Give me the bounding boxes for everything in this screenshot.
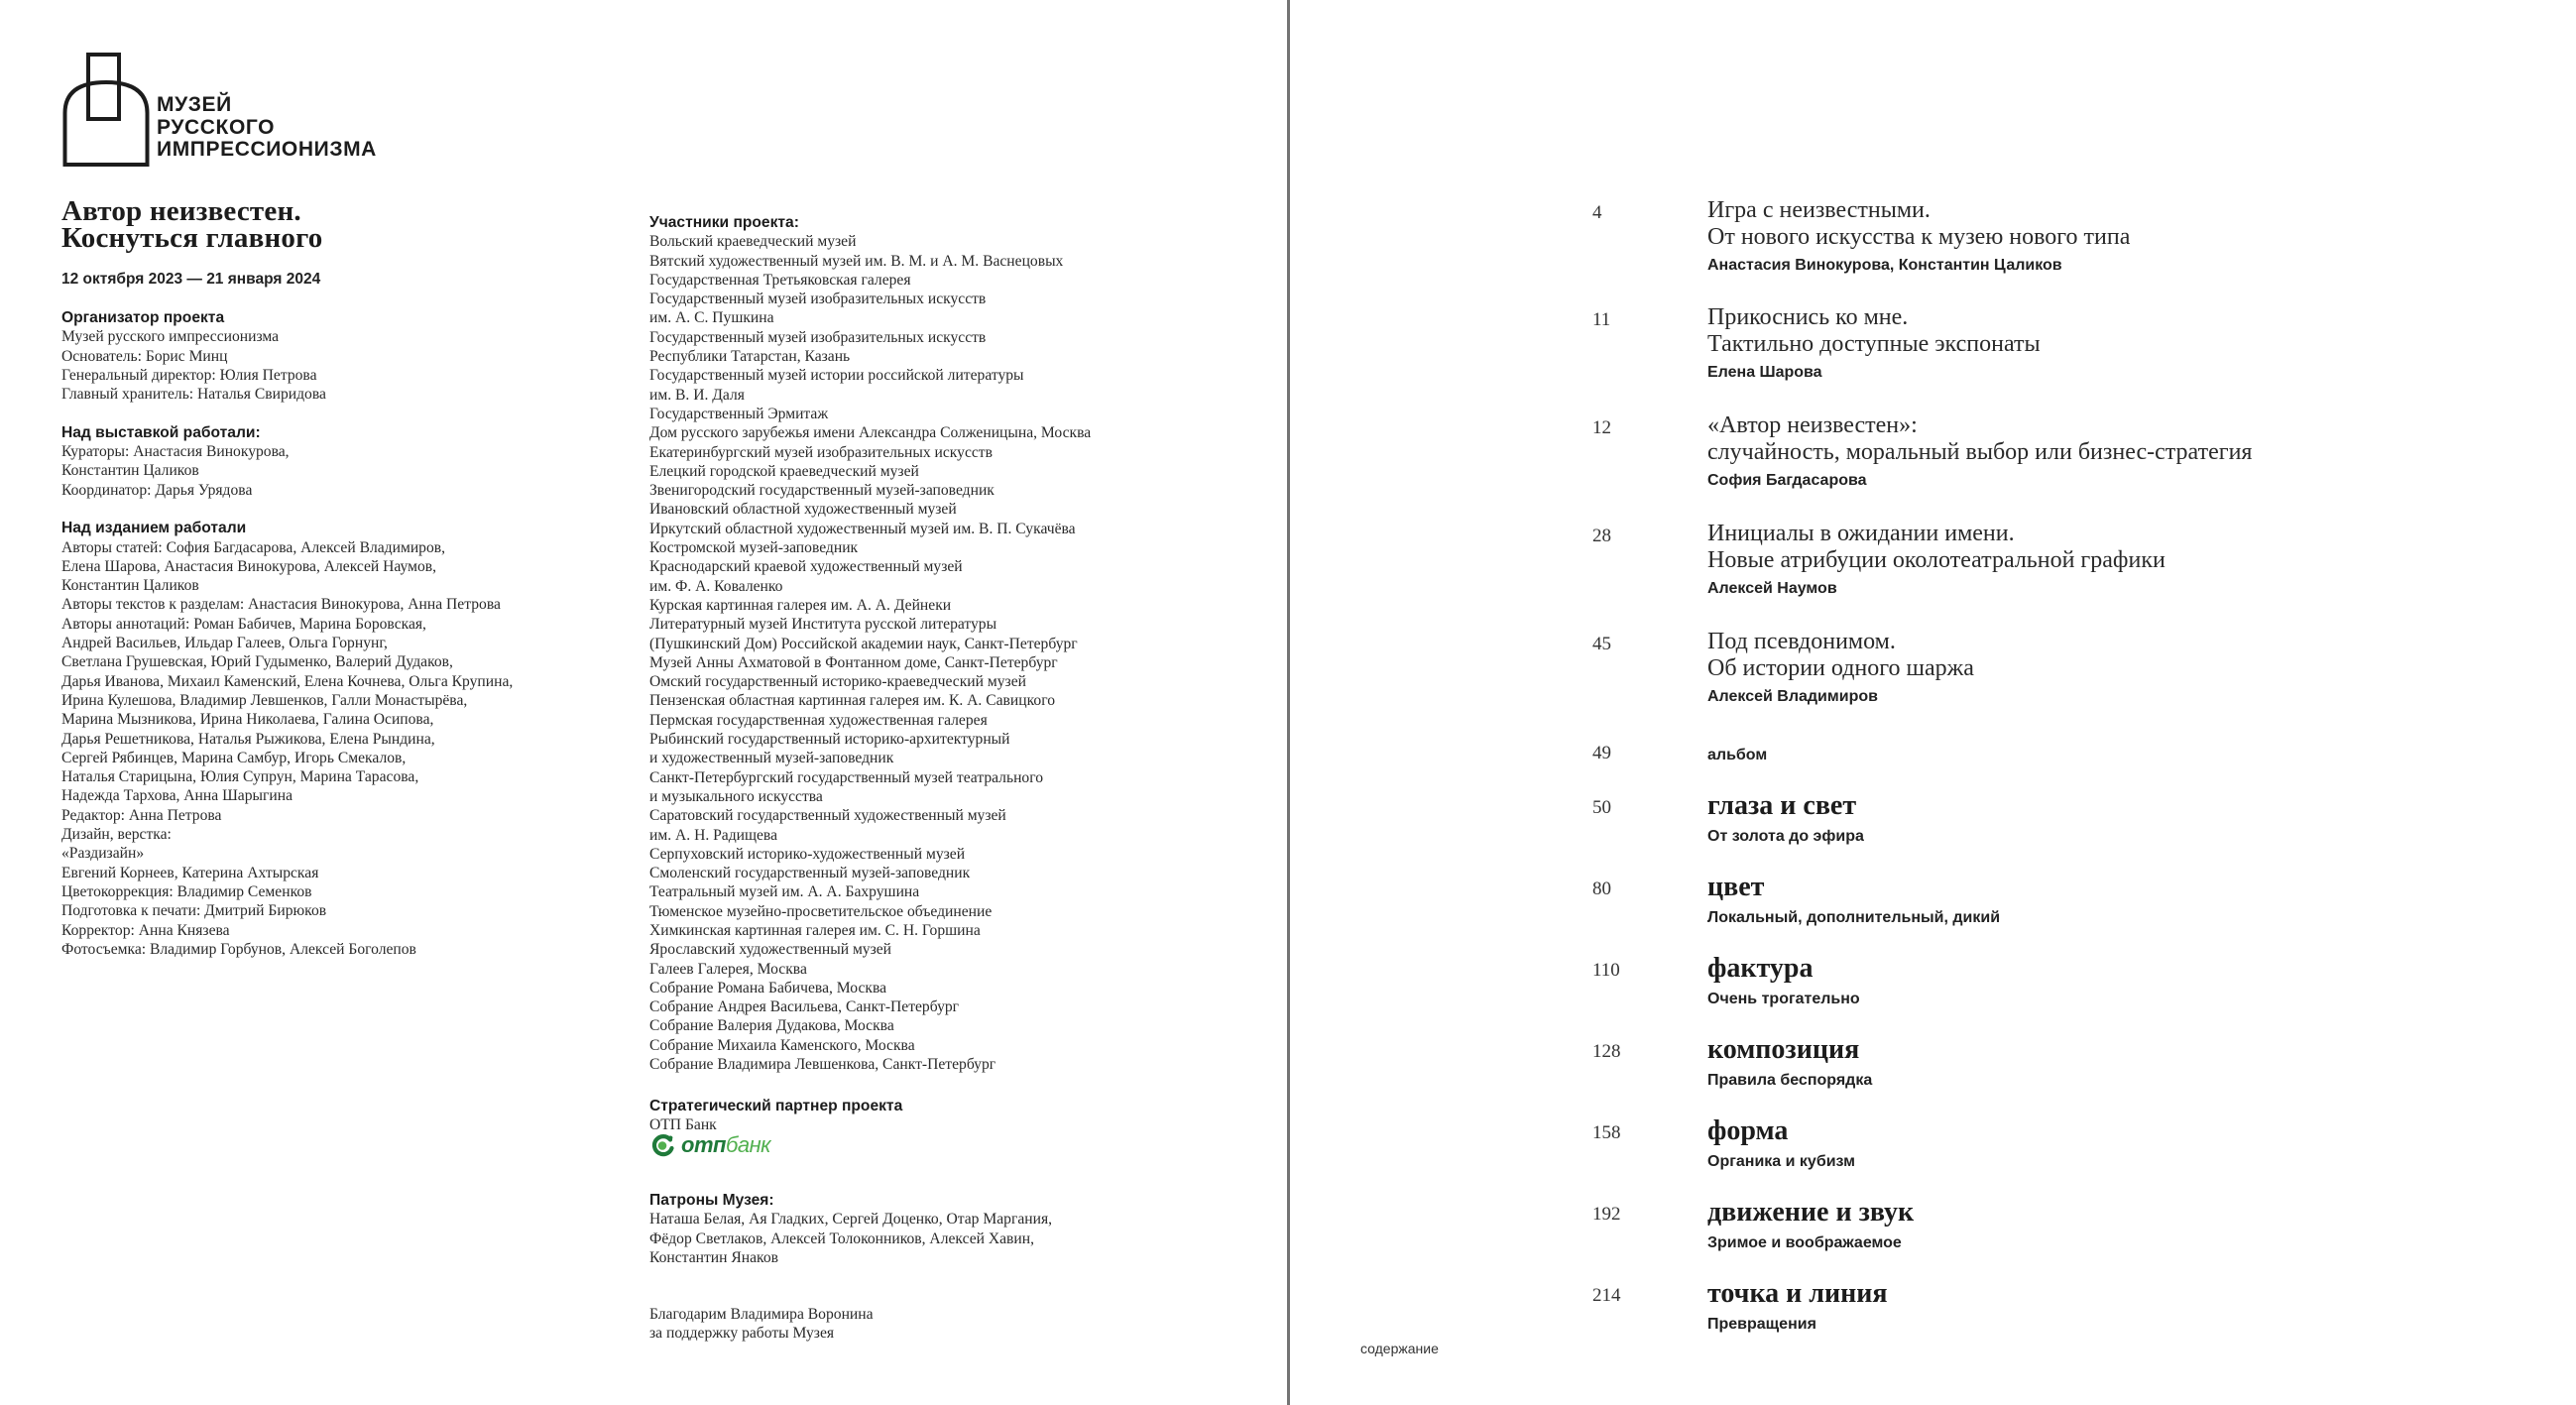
exhibition-team-list [61,442,637,500]
list-line: Дизайн, верстка: [61,826,172,844]
list-line: Рыбинский государственный историко-архитектурный [649,731,1010,749]
toc-article-author: Алексей Владимиров [1707,688,1878,705]
list-line: Государственный музей изобразительных искусств [649,291,987,308]
toc-article-title[interactable] [1707,412,2252,466]
list-line: Омский государственный историко-краеведческий музей [649,673,1026,691]
list-line: Евгений Корнеев, Катерина Ахтырская [61,864,319,881]
list-line: Тюменское музейно-просветительское объединение [649,902,993,920]
thanks-line: Благодарим Владимира Воронина [649,1306,874,1323]
patrons-line: Наташа Белая, Ая Гладких, Сергей Доценко, Отар Маргания, [649,1211,1053,1229]
title-line: Автор неизвестен. [61,195,301,227]
toc-title-line: Прикоснись ко мне. [1707,304,1909,330]
patrons [649,1191,1052,1267]
list-line: (Пушкинский Дом) Российской академии наук, Санкт-Петербург [649,635,1078,652]
toc-section-title[interactable]: точка и линия [1707,1278,1888,1309]
list-line: Серпуховский историко-художественный музей [649,845,966,863]
patrons-heading: Патроны Музея: [649,1192,774,1209]
list-line: Музей Анны Ахматовой в Фонтанном доме, Санкт-Петербург [649,653,1058,671]
exhibition-team-heading: Над выставкой работали: [61,423,261,441]
list-line: Елецкий городской краеведческий музей [649,462,919,480]
toc-article-author: Алексей Наумов [1707,580,1837,597]
toc-article-title[interactable] [1707,304,2041,358]
toc-page-number: 11 [1592,309,1611,330]
toc-section-subtitle: Правила беспорядка [1707,1072,1873,1089]
toc-album-label[interactable]: альбом [1707,747,1768,763]
list-line: Собрание Михаила Каменского, Москва [649,1036,915,1054]
list-line: Наталья Старицына, Юлия Супрун, Марина Тарасова, [61,768,419,786]
museum-logo-text [157,94,377,162]
list-line: Елена Шарова, Анастасия Винокурова, Алексей Наумов, [61,557,437,575]
toc-page-number: 110 [1592,960,1620,981]
list-line: Ярославский художественный музей [649,941,892,959]
toc-title-line: Игра с неизвестными. [1707,197,1931,223]
toc-section-subtitle: Превращения [1707,1316,1816,1333]
otp-bank-logo-icon [651,1133,675,1157]
toc-title-line: От нового искусства к музею нового типа [1707,224,2131,250]
list-line: Авторы аннотаций: Роман Бабичев, Марина Боровская, [61,615,426,633]
strategic-partner [649,1097,902,1135]
list-line: Пензенская областная картинная галерея им. К. А. Савицкого [649,692,1055,710]
participants-list [649,232,1244,1074]
toc-section-subtitle: Очень трогательно [1707,991,1860,1007]
thanks-line: за поддержку работы Музея [649,1325,835,1343]
exhibition-title [61,195,323,254]
logo-line: РУССКОГО [157,115,276,139]
toc-page-number: 214 [1592,1285,1621,1306]
toc-section-title[interactable]: движение и звук [1707,1197,1915,1228]
list-line: Главный хранитель: Наталья Свиридова [61,386,326,404]
list-line: Государственный музей истории российской литературы [649,367,1024,385]
list-line: Театральный музей им. А. А. Бахрушина [649,883,920,901]
logo-line: ИМПРЕССИОНИЗМА [157,138,377,161]
list-line: Надежда Тархова, Анна Шарыгина [61,787,293,805]
list-line: Дарья Решетникова, Наталья Рыжикова, Елена Рындина, [61,730,435,748]
list-line: Иркутский областной художественный музей им. В. П. Сукачёва [649,520,1076,537]
list-line: Марина Мызникова, Ирина Николаева, Галина Осипова, [61,711,434,729]
toc-page-number: 80 [1592,878,1611,899]
title-line: Коснуться главного [61,222,323,254]
organizer-list [61,327,637,404]
toc-page-number: 45 [1592,634,1611,654]
list-line: и музыкального искусства [649,787,823,805]
page-divider [1287,0,1290,1405]
toc-article-author: Елена Шарова [1707,364,1822,381]
list-line: Фотосъемка: Владимир Горбунов, Алексей Боголепов [61,940,416,958]
toc-title-line: Об истории одного шаржа [1707,655,1974,681]
toc-title-line: «Автор неизвестен»: [1707,412,1918,438]
toc-label: содержание [1360,1341,1439,1356]
credits-column [61,308,637,959]
publication-team-list [61,538,637,960]
museum-logo [61,52,418,169]
list-line: Костромской музей-заповедник [649,539,859,557]
toc-section-subtitle: Органика и кубизм [1707,1153,1855,1170]
list-line: Ивановский областной художественный музей [649,501,957,519]
list-line: Собрание Владимира Левшенкова, Санкт-Петербург [649,1056,996,1074]
list-line: Краснодарский краевой художественный музей [649,558,963,576]
exhibition-dates: 12 октября 2023 — 21 января 2024 [61,271,321,288]
toc-title-line: Под псевдонимом. [1707,629,1896,654]
toc-title-line: Новые атрибуции околотеатральной графики [1707,547,2166,573]
acknowledgement [649,1305,874,1344]
list-line: Кураторы: Анастасия Винокурова, [61,443,290,461]
partner-heading: Стратегический партнер проекта [649,1098,903,1114]
list-line: Корректор: Анна Князева [61,921,230,939]
list-line: Ирина Кулешова, Владимир Левшенков, Галли Монастырёва, [61,691,468,709]
list-line: Сергей Рябинцев, Марина Самбур, Игорь Смекалов, [61,749,407,766]
partner-name: ОТП Банк [649,1116,717,1134]
list-line: Государственный Эрмитаж [649,405,829,422]
toc-section-subtitle: Локальный, дополнительный, дикий [1707,909,2001,926]
toc-page-number: 128 [1592,1041,1621,1062]
otp-logo-text: отп [681,1132,726,1157]
toc-page-number: 49 [1592,743,1611,763]
list-line: Светлана Грушевская, Юрий Гудыменко, Валерий Дудаков, [61,653,453,671]
participants-column [649,213,1244,1074]
museum-logo-icon [61,52,151,169]
toc-section-title[interactable]: форма [1707,1115,1789,1146]
list-line: Литературный музей Института русской литературы [649,616,997,634]
list-line: Санкт-Петербургский государственный музей театрального [649,768,1044,786]
list-line: Основатель: Борис Минц [61,347,228,365]
list-line: Курская картинная галерея им. А. А. Дейнеки [649,596,952,614]
list-line: Собрание Андрея Васильева, Санкт-Петербург [649,998,960,1016]
list-line: Саратовский государственный художественный музей [649,807,1006,825]
toc-page-number: 4 [1592,202,1602,223]
toc-page-number: 28 [1592,526,1611,546]
participants-heading: Участники проекта: [649,214,799,231]
toc-page-number: 158 [1592,1122,1621,1143]
list-line: им. А. Н. Радищева [649,826,778,844]
toc-page-number: 192 [1592,1204,1621,1225]
toc-title-line: Тактильно доступные экспонаты [1707,331,2041,357]
list-line: Константин Цаликов [61,462,199,480]
toc-section-title[interactable]: глаза и свет [1707,790,1857,821]
toc-article-title[interactable] [1707,629,1974,682]
list-line: Андрей Васильев, Ильдар Галеев, Ольга Горнунг, [61,635,388,652]
toc-section-subtitle: От золота до эфира [1707,828,1864,845]
toc-section-subtitle: Зримое и воображаемое [1707,1234,1902,1251]
list-line: и художественный музей-заповедник [649,750,894,767]
list-line: Координатор: Дарья Урядова [61,481,253,499]
list-line: им. В. И. Даля [649,386,745,404]
patrons-line: Фёдор Светлаков, Алексей Толоконников, Алексей Хавин, [649,1229,1034,1247]
list-line: Государственный музей изобразительных искусств [649,328,987,346]
logo-line: МУЗЕЙ [157,93,232,116]
list-line: Константин Цаликов [61,577,199,595]
list-line: Химкинская картинная галерея им. С. Н. Горшина [649,921,981,939]
list-line: Республики Татарстан, Казань [649,348,851,366]
list-line: Вятский художественный музей им. В. М. и А. М. Васнецовых [649,252,1064,270]
list-line: Собрание Романа Бабичева, Москва [649,979,887,996]
list-line: Звенигородский государственный музей-заповедник [649,482,995,500]
list-line: «Раздизайн» [61,845,145,863]
toc-title-line: Инициалы в ожидании имени. [1707,521,2015,546]
list-line: Генеральный директор: Юлия Петрова [61,366,317,384]
list-line: Екатеринбургский музей изобразительных искусств [649,443,993,461]
list-line: Редактор: Анна Петрова [61,806,222,824]
toc-title-line: случайность, моральный выбор или бизнес-стратегия [1707,439,2253,465]
list-line: Дарья Иванова, Михаил Каменский, Елена Кочнева, Ольга Крупина, [61,672,514,690]
list-line: Собрание Валерия Дудакова, Москва [649,1017,894,1035]
list-line: Дом русского зарубежья имени Александра Солженицына, Москва [649,424,1092,442]
list-line: Авторы текстов к разделам: Анастасия Винокурова, Анна Петрова [61,596,501,614]
otp-bank-logo [651,1133,770,1157]
list-line: Авторы статей: София Багдасарова, Алексей Владимиров, [61,538,446,556]
organizer-heading: Организатор проекта [61,309,225,326]
list-line: Музей русского импрессионизма [61,328,280,346]
bank-logo-text: банк [725,1132,771,1157]
toc-section-title[interactable]: фактура [1707,953,1814,984]
toc-section-title[interactable]: цвет [1707,872,1765,902]
list-line: Подготовка к печати: Дмитрий Бирюков [61,902,327,920]
toc-article-author: София Багдасарова [1707,472,1867,489]
toc-article-title[interactable] [1707,197,2130,251]
list-line: им. А. С. Пушкина [649,309,774,327]
list-line: Цветокоррекция: Владимир Семенков [61,882,312,900]
toc-page-number: 50 [1592,797,1611,818]
list-line: Галеев Галерея, Москва [649,960,807,978]
toc-section-title[interactable]: композиция [1707,1034,1860,1065]
list-line: Вольский краеведческий музей [649,233,857,251]
patrons-line: Константин Янаков [649,1248,778,1266]
toc-page-number: 12 [1592,417,1611,438]
toc-article-author: Анастасия Винокурова, Константин Цаликов [1707,257,2062,274]
list-line: Смоленский государственный музей-заповедник [649,865,971,882]
toc-article-title[interactable] [1707,521,2166,574]
list-line: им. Ф. А. Коваленко [649,577,783,595]
list-line: Пермская государственная художественная галерея [649,711,988,729]
list-line: Государственная Третьяковская галерея [649,271,911,289]
publication-team-heading: Над изданием работали [61,520,247,537]
